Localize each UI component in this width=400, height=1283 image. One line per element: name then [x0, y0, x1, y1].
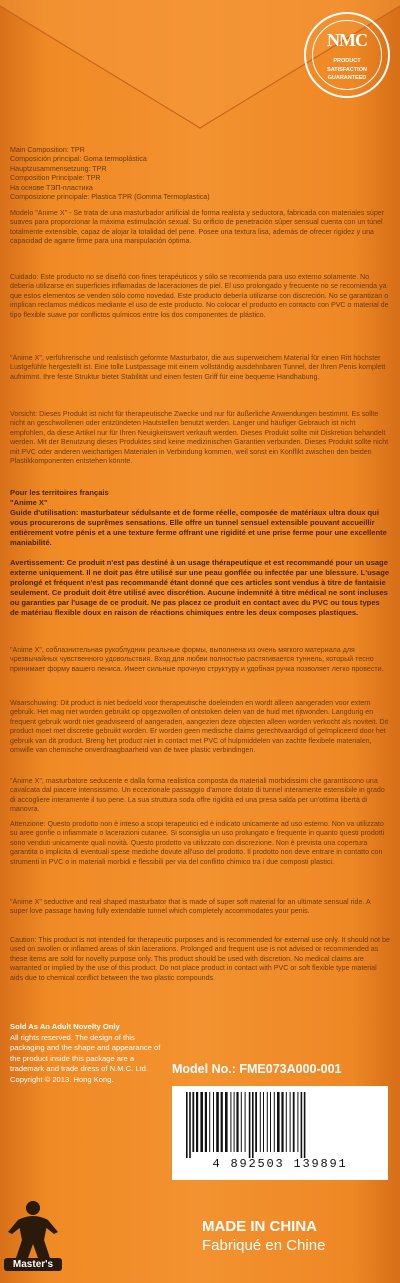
nmc-logo: NMC	[327, 30, 367, 50]
barcode-bar	[209, 1092, 210, 1152]
seal-line2: GUARANTEED	[327, 75, 367, 81]
model-number: Model No.: FME073A000-001	[172, 1062, 342, 1076]
barcode-bar	[252, 1092, 254, 1158]
barcode-bars	[186, 1092, 374, 1158]
barcode-bar	[205, 1092, 207, 1152]
barcode-bar	[290, 1092, 291, 1152]
masters-figure-icon	[4, 1198, 62, 1260]
satisfaction-guaranteed-seal	[304, 12, 390, 98]
german-caution: Vorsicht: Dieses Produkt ist nicht für therapeutische Zwecke und nur für äußerliche Anwendungen bestimmt. Es sollte nicht an geschwollenen oder entzündeten Hautstellen benutzt werden. Langer und häufiger Gebrauch ist nicht empfohlen, da diese Artikel nur für Ihren Neuigkeitswert verkauft werden. Dieses Produkt sollte mit Diskretion behandelt werden. Mit der Benutzung dieses Produktes sind keine medizinischen Garantien verbunden. Dieses Produkt sollte nicht mit PVC oder anderen weichartigen Materialen in Verbindung kommen, weil sonst ein Konflikt zwischen den beiden Plastikkomponenten entstehen könnte.	[10, 410, 389, 466]
made-in-label	[202, 1218, 325, 1254]
composition-line: Composition Principale: TPR	[10, 174, 101, 183]
barcode-bar	[236, 1092, 238, 1152]
composition-line: Composizione principale: Plastica TPR (Gomma Termoplastica)	[10, 193, 210, 202]
composition-line: Main Composition: TPR	[10, 146, 85, 154]
french-section	[10, 488, 390, 548]
barcode-bar	[260, 1092, 261, 1152]
spanish-description: Modelo "Anime X" - Se trata de una masturbador artificial de forma realista y seductora, fabricada con materiales súper suaves para proporcionar la máxima estimulación sexual. Su orificio de penetración súper sensual cuenta con un túnel totalmente extensible, capaz de alojar la totalidad del pene. Posee una textura lisa, además de ofrecer rigidez y una capacidad de agarre firme para una manipulación óptima.	[10, 209, 385, 246]
barcode-bar	[277, 1092, 280, 1152]
seal-line1: SATISFACTION	[327, 67, 367, 73]
barcode-bar	[221, 1092, 223, 1152]
barcode-bar	[192, 1092, 194, 1152]
composition-block	[10, 146, 390, 202]
barcode-bar	[241, 1092, 242, 1152]
masters-brand-text: Master's	[4, 1258, 62, 1271]
composition-line: На основе ТЭП-пластика	[10, 183, 93, 192]
barcode-bar	[200, 1092, 203, 1152]
barcode-bar	[281, 1092, 283, 1152]
french-warning-text: Avertissement: Ce produit n'est pas destiné à un usage thérapeutique et est recommandé pour un usage externe uniquement. Il ne doit pas être utilisé sur une peau gonflée ou infectée par une blessure. L'usage prolongé et fréquent n'est pas recommandé étant donné que ces articles sont vendus à titre de fantaisie seulement. Ce produit doit être utilisé avec discrétion. Aucune indemnité à titre médical ne sont incluses ou garanties par l'usage de ce produit. Ne pas placez ce produit en contact avec du PVC ou tous types de matériau flexible doux en raison de réactions chimiques entre les deux composes plastiques.	[10, 558, 390, 617]
barcode-bar	[270, 1092, 271, 1152]
barcode-bar	[213, 1092, 214, 1152]
french-warning	[10, 558, 390, 618]
barcode-bar	[304, 1092, 306, 1158]
barcode-bar	[297, 1092, 298, 1152]
barcode-bar	[245, 1092, 246, 1152]
legal-notice	[10, 1022, 170, 1086]
dutch-warning: Waarschuwing: Dit product is niet bedoeld voor therapeutische doeleinden en wordt alleen aangeraden voor extern gebruik. Het mag niet worden gebruikt op opgezwollen of ontstoken delen van de huid met rijtwonden. Langdurig en frequent gebruik wordt niet geadviseerd of aangeraden, aangezien deze objecten alleen worden verkocht als noviteit. Dit product moet met discretie gebruikt worden. Er worden geen medische claims gerechtvaardigd of geïmpliceerd door het gebruik van dit product. Breng het product niet in contact met PVC of hulpmiddelen van zachte flexibele materialen, omwille van chemische onverdraagbaarheid van de twee plastic verbindingen.	[10, 699, 389, 755]
barcode-bar	[186, 1092, 188, 1158]
barcode-number: 4 892503 139891	[212, 1157, 348, 1171]
russian-description: "Anime X", соблазнительная рукоблудник реальные формы, выполнена из очень мягкого материала для чрезвычайных чувственного удовольствия. Вход для любви полностью растягивается туннель, который тесно принимает форму вашего пениса. Имеет сильные прочную структуру и удобная ручка позволяет легко провести.	[10, 646, 384, 673]
english-description: "Anime X" seductive and real shaped masturbator that is made of super soft material for an ultimate sensual ride. A super love passage having fully extendable tunnel which completely accommodates your penis.	[10, 898, 371, 916]
french-guide: Guide d'utilisation: masturbateur sédulsante et de forme réelle, composée de matériaux ultra doux qui vous procurerons de suprêmes sensations. Elle offre un tunnel sensuel extensible pouvant accueillir entièrement votre pénis et a une texture ferme offrant une rigidité et une prise ferme pour une excellente maniabilité.	[10, 508, 387, 547]
copyright-line: Copyright © 2013. Hong Kong.	[10, 1074, 114, 1084]
barcode-bar	[234, 1092, 235, 1152]
barcode-bar	[274, 1092, 275, 1152]
french-product-name: "Anime X"	[10, 498, 48, 507]
english-caution: Caution: This product is not intended for therapeutic purposes and is recommended for external use only. It should not be used on swollen or inflamed areas of skin lacerations. Prolonged and frequent use is not advised or recommended as these items are sold for novelty purpose only. This product should be used with discretion. No medical claims are warranted or implied by the use of this product. Do not place product in contact with PVC or soft flexible type material aids due to chemical conflict between the two plastic compounds.	[10, 936, 390, 982]
barcode-bar	[196, 1092, 198, 1152]
barcode-bar	[249, 1092, 251, 1158]
legal-body: All rights reserved. The design of this packaging and the shape and appearance of the product inside this package are a trademark and trade dress of N.M.C. Ltd.	[10, 1032, 161, 1074]
barcode-bar	[263, 1092, 264, 1152]
made-in-china-fr: Fabriqué en Chine	[202, 1237, 326, 1254]
barcode-bar	[286, 1092, 287, 1152]
barcode-bar	[225, 1092, 228, 1152]
barcode	[172, 1086, 388, 1180]
barcode-bar	[267, 1092, 268, 1152]
barcode-bar	[255, 1092, 257, 1152]
german-description: "Anime X", verführerische und realistisch geformte Masturbator, die aus superweichem Material für einen Ritt höchster Lustgefühle hergestellt ist. Eine tolle Lustpassage mit einem vollständig ausdehnbaren Tunnel, der Ihren Penis komplett aufnimmt. Ihre feste Struktur bietet Stabilität und einen festen Griff für eine bequeme Handhabung.	[10, 354, 386, 381]
italian-description: "Anime X", masturbatore seducente e dalla forma realistica composta da materiali morbidissimi che garantiscono una cavalcata dal piacere intensissimo. Un eccezionale passaggio d'amore dotato di tunnel interamente estensibile in grado di accogliere interamente il tuo pene. La sua struttura soda offre rigidità ed una presa salda per un'ottima libertà di manovra.	[10, 777, 385, 814]
composition-line: Hauptzusammensetzung: TPR	[10, 164, 107, 173]
spanish-care-notice: Cuidado: Este producto no se diseñó con fines terapéuticos y sólo se recomienda para uso externo solamente. No debería utilizarse en superficies inflamadas de laceraciones de piel. El uso prolongado y frecuente no se recomienda ya que estos elementos se venden sólo como novedad. Este producto debería utilizarse con discreción. No se garantizan o implican reclamos médicos mediante el uso de este producto. No colocar el producto en contacto con PVC o material de tipo flexible suave por conflictos químicos entre los dos componentes de plástico.	[10, 273, 389, 319]
composition-line: Composición principal: Goma termoplástica	[10, 155, 147, 164]
barcode-bar	[189, 1092, 191, 1158]
seal-product-text: PRODUCT	[333, 58, 361, 64]
barcode-bar	[216, 1092, 219, 1152]
masters-logo	[4, 1198, 62, 1278]
italian-warning: Attenzione: Questo prodotto non è inteso a scopi terapeutici ed è indicato unicamente ad uso esterno. Non va utilizzato su aree gonfie o infiammate o lacerazioni cutanee. Si sconsiglia un uso prolungato e frequente in quanto questi prodotti sono venduti unicamente quali novità. Questo prodotto va utilizzato con discrezione. Non è prevista una copertura garantita o implicita di eventuali spese mediche dovute all'uso del prodotto. Il prodotto non deve entrare in contatto con strumenti in PVC o in materiali morbidi e flessibili per via del conflitto chimico tra i due composti plastici.	[10, 820, 385, 866]
made-in-china-en: MADE IN CHINA	[202, 1218, 317, 1235]
barcode-bar	[301, 1092, 303, 1158]
barcode-bar	[230, 1092, 231, 1152]
french-heading: Pour les territoires français	[10, 488, 109, 497]
legal-heading: Sold As An Adult Novelty Only	[10, 1022, 120, 1031]
barcode-bar	[293, 1092, 295, 1152]
